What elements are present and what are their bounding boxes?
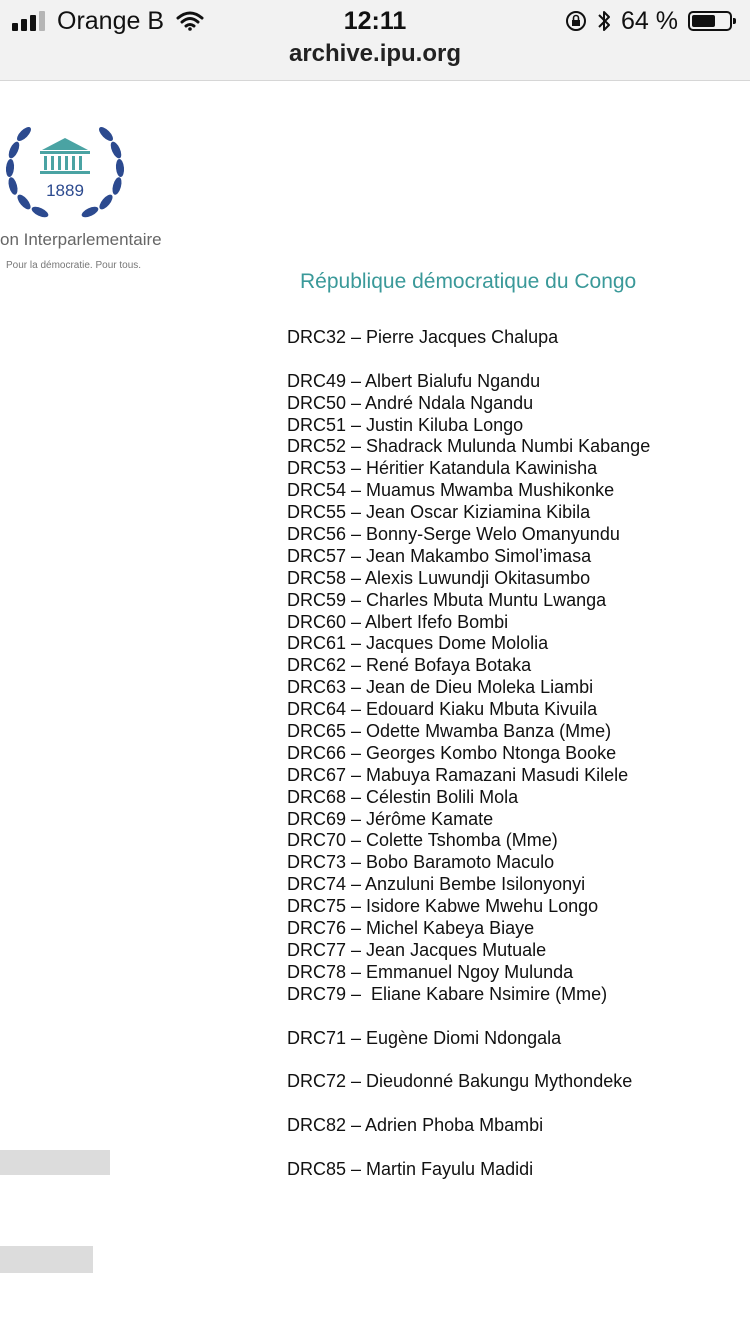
clock: 12:11 xyxy=(343,7,407,35)
page-content xyxy=(0,80,750,1334)
case-entry[interactable]: DRC79 – Eliane Kabare Nsimire (Mme) xyxy=(287,983,608,1004)
org-name: on Interparlementaire xyxy=(0,230,162,249)
case-entry[interactable]: DRC66 – Georges Kombo Ntonga Booke xyxy=(287,742,617,763)
case-entry[interactable]: DRC75 – Isidore Kabwe Mwehu Longo xyxy=(287,896,599,917)
case-entry[interactable]: DRC62 – René Bofaya Botaka xyxy=(287,655,532,676)
case-entry[interactable]: DRC72 – Dieudonné Bakungu Mythondeke xyxy=(287,1071,633,1092)
case-entry[interactable]: DRC74 – Anzuluni Bembe Isilonyonyi xyxy=(287,874,586,895)
battery-icon xyxy=(688,11,732,31)
case-entry[interactable]: DRC77 – Jean Jacques Mutuale xyxy=(287,939,547,960)
bluetooth-icon xyxy=(597,9,611,33)
list-spacer xyxy=(287,349,747,371)
case-entry[interactable]: DRC63 – Jean de Dieu Moleka Liambi xyxy=(287,677,594,698)
status-bar xyxy=(0,0,750,81)
svg-text:1889: 1889 xyxy=(46,181,84,200)
list-spacer xyxy=(287,1093,747,1115)
case-entry[interactable]: DRC56 – Bonny-Serge Welo Omanyundu xyxy=(287,524,620,545)
case-entry[interactable]: DRC68 – Célestin Bolili Mola xyxy=(287,786,519,807)
case-entry[interactable]: DRC69 – Jérôme Kamate xyxy=(287,808,494,829)
case-entry[interactable]: DRC70 – Colette Tshomba (Mme) xyxy=(287,830,558,851)
page-title: République démocratique du Congo xyxy=(300,270,637,293)
list-spacer xyxy=(287,1006,747,1028)
case-entry[interactable]: DRC82 – Adrien Phoba Mbambi xyxy=(287,1115,544,1136)
battery-percent: 64 % xyxy=(621,6,678,35)
redacted-block xyxy=(0,1246,93,1273)
case-entry[interactable]: DRC65 – Odette Mwamba Banza (Mme) xyxy=(287,721,612,742)
case-entry[interactable]: DRC50 – André Ndala Ngandu xyxy=(287,392,534,413)
case-entry[interactable]: DRC64 – Edouard Kiaku Mbuta Kivuila xyxy=(287,699,598,720)
case-entry[interactable]: DRC76 – Michel Kabeya Biaye xyxy=(287,918,535,939)
case-entry[interactable]: DRC49 – Albert Bialufu Ngandu xyxy=(287,370,541,391)
list-spacer xyxy=(287,1049,747,1071)
battery-fill xyxy=(692,15,715,27)
case-entry[interactable]: DRC57 – Jean Makambo Simol’imasa xyxy=(287,545,592,566)
case-entry[interactable]: DRC60 – Albert Ifefo Bombi xyxy=(287,611,509,632)
case-entry[interactable]: DRC71 – Eugène Diomi Ndongala xyxy=(287,1027,562,1048)
ipu-logo-icon[interactable] xyxy=(0,116,130,226)
redacted-block xyxy=(0,1150,110,1175)
list-spacer xyxy=(287,1137,747,1159)
case-entry[interactable]: DRC73 – Bobo Baramoto Maculo xyxy=(287,852,555,873)
case-entry[interactable]: DRC78 – Emmanuel Ngoy Mulunda xyxy=(287,961,574,982)
case-entry[interactable]: DRC59 – Charles Mbuta Muntu Lwanga xyxy=(287,589,607,610)
case-entry[interactable]: DRC53 – Héritier Katandula Kawinisha xyxy=(287,458,598,479)
carrier-name: Orange B xyxy=(57,6,165,35)
org-tagline: Pour la démocratie. Pour tous. xyxy=(6,260,142,271)
case-entry[interactable]: DRC32 – Pierre Jacques Chalupa xyxy=(287,327,559,347)
status-right xyxy=(555,6,732,36)
case-list xyxy=(287,327,747,1181)
case-entry[interactable]: DRC52 – Shadrack Mulunda Numbi Kabange xyxy=(287,436,651,457)
case-entry[interactable]: DRC55 – Jean Oscar Kiziamina Kibila xyxy=(287,502,591,523)
case-entry[interactable]: DRC61 – Jacques Dome Mololia xyxy=(287,633,549,654)
case-entry[interactable]: DRC58 – Alexis Luwundji Okitasumbo xyxy=(287,567,591,588)
orientation-lock-icon xyxy=(565,10,587,32)
case-entry[interactable]: DRC85 – Martin Fayulu Madidi xyxy=(287,1158,534,1179)
case-entry[interactable]: DRC54 – Muamus Mwamba Mushikonke xyxy=(287,480,615,501)
case-entry[interactable]: DRC51 – Justin Kiluba Longo xyxy=(287,414,524,435)
case-entry[interactable]: DRC67 – Mabuya Ramazani Masudi Kilele xyxy=(287,764,629,785)
address-bar-url[interactable]: archive.ipu.org xyxy=(288,40,462,67)
